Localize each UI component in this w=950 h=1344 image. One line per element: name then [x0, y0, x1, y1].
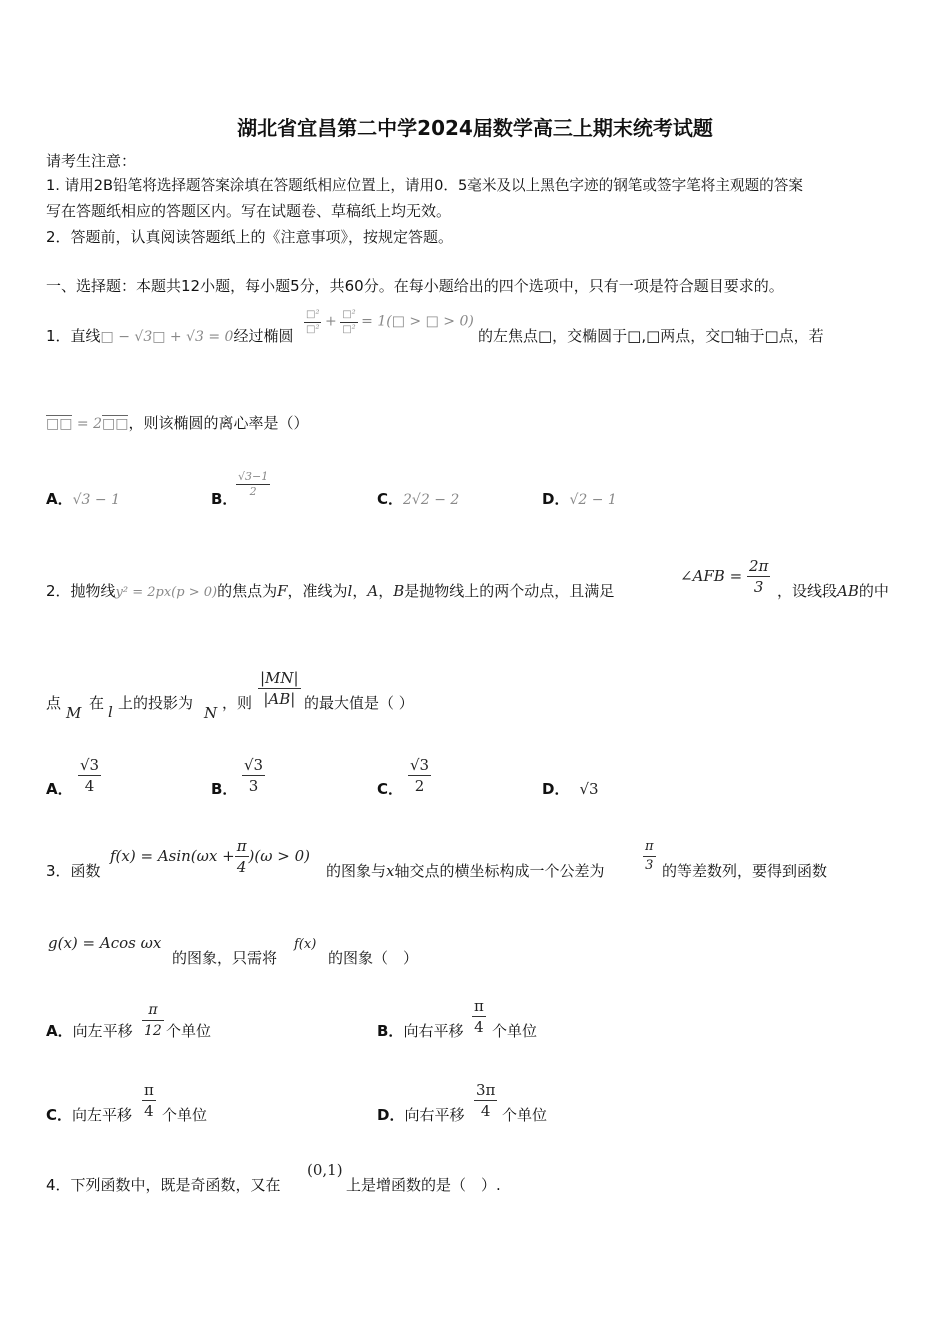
q2-point-b: B [393, 582, 405, 600]
q1-text-4: ，则该椭圆的离心率是（） [128, 414, 309, 432]
q2-parabola: y² = 2px(p > 0) [115, 585, 218, 600]
q2-text-7: ，设线段 [777, 582, 838, 600]
q3-option-d-fraction: $\frac{3\pi}{4}$ [476, 1081, 496, 1120]
q1-ellipse-equation [304, 308, 474, 337]
q3-text-5: 的图象，只需将 [172, 949, 278, 967]
q2-line-2 [46, 693, 61, 713]
q2-option-b[interactable] [211, 778, 237, 799]
q3-option-a-fraction: $\frac{\pi}{12}$ [144, 1002, 162, 1039]
q3-line-1-rest [326, 861, 605, 881]
q1-option-a-value: √3 − 1 [72, 492, 120, 508]
q2-point-a: A [367, 582, 379, 600]
q3-text-1: 3．函数 [46, 862, 101, 880]
q2-line-1-end [777, 581, 889, 601]
q2-text-13: 的最大值是（ ） [304, 694, 414, 712]
q1-text-1: 1．直线 [46, 327, 101, 345]
q3-fx-wrap [294, 934, 316, 952]
q2-focus-f: F [277, 582, 288, 600]
q1-vector-a: □□ [46, 416, 73, 432]
q2-angle-num: 2π [748, 557, 769, 575]
q2-option-d-value: √3 [579, 780, 599, 798]
q3-option-d[interactable]: D．向右平移 [377, 1106, 465, 1124]
q2-text-6: 是抛物线上的两个动点，且满足 [404, 582, 615, 600]
q3-option-b[interactable]: B．向右平移 [377, 1022, 464, 1040]
q3-option-a-post: 个单位 [166, 1022, 212, 1040]
q1-option-c[interactable] [377, 488, 459, 509]
q1-option-a-label: A． [46, 490, 73, 508]
q3-x-axis: x [386, 862, 395, 880]
q3-text-4: 的等差数列，要得到函数 [662, 862, 828, 880]
q2-text-10: 在 [89, 694, 105, 712]
q2-text-12: ，则 [222, 694, 253, 712]
q2-text-8: 的中 [858, 582, 889, 600]
notice-line-1: 1. 请用2B铅笔将选择题答案涂填在答题纸相应位置上，请用0．5毫米及以上黑色字迹的钢笔或签字笔将主观题的答案 [46, 177, 803, 194]
q3-option-a[interactable]: A．向左平移 [46, 1022, 133, 1040]
q2-text-9: 点 [46, 694, 62, 712]
q2-text-5: ， [378, 582, 394, 600]
q2-text-3: ，准线为 [287, 582, 348, 600]
q3-function-g: g(x) = Acos ωx [48, 934, 162, 952]
q2-option-b-label: B． [211, 780, 238, 798]
q2-option-a-fraction: $\frac{√3}{4}$ [80, 756, 100, 795]
q1-ellipse-frac-1: $\frac{\text{□²}}{\text{□²}}$ [306, 309, 320, 335]
q1-option-c-label: C． [377, 490, 404, 508]
q3-option-c[interactable]: C．向左平移 [46, 1106, 133, 1124]
q1-line-equation: □ − √3□ + √3 = 0 [100, 329, 234, 345]
q1-ellipse-frac-2: $\frac{\text{□²}}{\text{□²}}$ [342, 309, 356, 335]
notice-line-3: 2．答题前，认真阅读答题纸上的《注意事项》，按规定答题。 [46, 228, 454, 246]
q2-angle-label: ∠AFB = [680, 567, 743, 585]
q3-text-3: 轴交点的横坐标构成一个公差为 [394, 862, 605, 880]
q2-midpoint-m-wrap [66, 704, 81, 722]
q2-n-wrap [204, 704, 217, 722]
section-heading: 一、选择题：本题共12小题，每小题5分，共60分。在每小题给出的四个选项中，只有一项是符合题目要求的。 [46, 277, 784, 295]
q2-angle-condition [680, 556, 770, 597]
q2-option-a[interactable] [46, 778, 73, 799]
q1-vector-equals: = 2 [72, 416, 103, 432]
q1-option-a[interactable] [46, 488, 120, 509]
q2-text-1: 2．抛物线 [46, 582, 116, 600]
q4-interval-wrap [307, 1161, 343, 1179]
q1-option-b-label: B． [211, 490, 238, 508]
q2-option-d[interactable] [542, 778, 599, 799]
q2-text-4: ， [352, 582, 368, 600]
q2-ratio [258, 668, 301, 709]
q1-option-b-fraction: $\frac{√3-1}{2}$ [238, 470, 269, 498]
notice-line-2: 写在答题纸相应的答题区内。写在试题卷、草稿纸上均无效。 [46, 202, 452, 220]
q4-text-2: 上是增函数的是（ ）. [346, 1176, 501, 1194]
q1-ellipse-rest: = 1(□ > □ > 0) [361, 313, 474, 330]
q1-option-b[interactable] [211, 488, 237, 509]
q2-directrix-l: l [347, 582, 353, 600]
q3-text-6: 的图象（ ） [328, 949, 419, 967]
q3-option-b-post: 个单位 [492, 1022, 538, 1040]
q2-ratio-den: |AB| [263, 690, 296, 708]
q3-difference: $\frac{\pi}{3}$ [645, 839, 654, 873]
q1-text-2: 经过椭圆 [233, 327, 294, 345]
q1-option-c-value: 2√2 − 2 [403, 492, 460, 508]
q2-option-c[interactable] [377, 778, 403, 799]
page-title: 湖北省宜昌第二中学2024届数学高三上期末统考试题 [237, 116, 713, 140]
q2-option-a-label: A． [46, 780, 73, 798]
q1-line-1 [46, 326, 293, 347]
q2-projection-n: N [204, 704, 218, 722]
q3-function-f: f(x) = Asin(ωx + $\frac{\pi}{4}$ )(ω > 0) [110, 837, 310, 876]
q3-option-c-fraction: $\frac{\pi}{4}$ [144, 1081, 154, 1120]
q3-option-d-post: 个单位 [502, 1106, 548, 1124]
notice-heading: 请考生注意： [46, 152, 137, 170]
q2-directrix-l2: l [108, 703, 113, 721]
q2-option-c-fraction: $\frac{√3}{2}$ [410, 756, 430, 795]
q2-text-2: 的焦点为 [217, 582, 278, 600]
q2-text-11: 上的投影为 [118, 694, 194, 712]
q3-option-c-post: 个单位 [162, 1106, 208, 1124]
q2-segment-ab: AB [837, 582, 859, 600]
q1-vector-b: □□ [102, 416, 129, 432]
q1-option-d-label: D． [542, 490, 570, 508]
q4-text-1: 4．下列函数中，既是奇函数，又在 [46, 1176, 281, 1194]
q3-text-2: 的图象与 [326, 862, 387, 880]
q2-option-c-label: C． [377, 780, 404, 798]
q1-text-3: 的左焦点□，交椭圆于□,□两点，交□轴于□点，若 [478, 327, 824, 345]
q1-option-d[interactable] [542, 488, 617, 509]
q1-option-d-value: √2 − 1 [569, 492, 617, 508]
q2-ratio-num: |MN| [260, 669, 299, 687]
q2-option-b-fraction: $\frac{√3}{3}$ [244, 756, 264, 795]
q1-ellipse-plus: + [324, 313, 337, 330]
q2-l2-wrap [108, 703, 113, 721]
q2-midpoint-m: M [66, 704, 82, 722]
q2-line-1 [46, 581, 614, 603]
q1-line-2 [46, 413, 309, 434]
q3-fx: f(x) [294, 937, 317, 952]
q2-option-d-label: D． [542, 780, 570, 798]
q2-angle-den: 3 [753, 578, 764, 596]
q3-option-b-fraction: $\frac{\pi}{4}$ [474, 997, 484, 1036]
q4-interval: (0,1) [307, 1161, 343, 1179]
